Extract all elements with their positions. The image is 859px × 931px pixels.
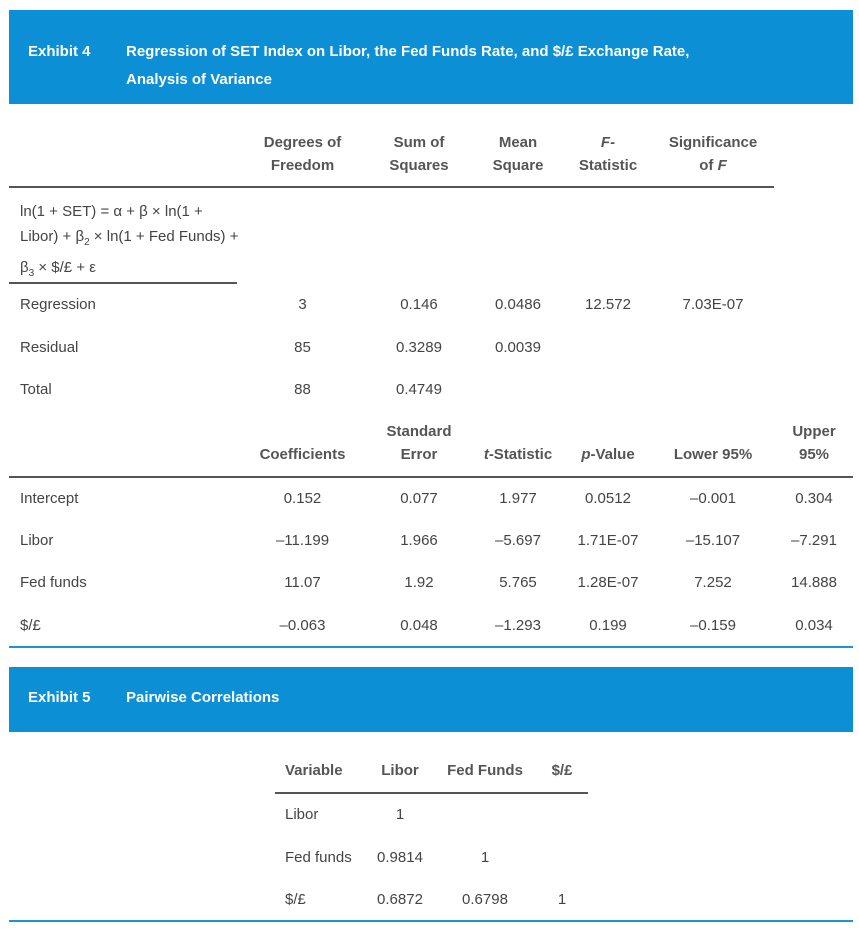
exhibit4-label: Exhibit 4	[28, 43, 91, 60]
anova-header-rule	[9, 186, 774, 188]
regression-equation: ln(1 + SET) = α + β × ln(1 + Libor) + $\beta_2 \times \ln(1$ + Fed Funds) + $\beta_3$ × $/£ + ε	[20, 203, 239, 279]
exhibit4-banner	[9, 10, 853, 104]
coef-header-se: Standard Error	[386, 423, 452, 463]
coef-header-t: t-Statistic	[483, 446, 553, 463]
coef-header-upper: Upper 95%	[792, 423, 836, 463]
coef-header-rule	[9, 476, 853, 478]
exhibit5-label: Exhibit 5	[28, 689, 91, 706]
correlation-header-rule	[275, 792, 588, 794]
anova-header-ms: Mean Square	[492, 134, 544, 174]
exhibit4-title-line2: Analysis of Variance	[126, 71, 272, 88]
coef-header-p: p-Value	[581, 446, 635, 463]
anova-header-df: Degrees of Freedom	[263, 134, 342, 174]
exhibit5-banner	[9, 667, 853, 732]
coef-header-coef: Coefficients	[259, 446, 346, 463]
equation-rule	[9, 282, 237, 284]
anova-header-f: F- Statistic	[578, 134, 638, 174]
exhibit4-bottom-rule	[9, 646, 853, 648]
coef-header-lower: Lower 95%	[673, 446, 753, 463]
anova-header-sig: Significance of F	[668, 134, 758, 174]
exhibit5-title: Pairwise Correlations	[126, 689, 280, 706]
anova-header-ss: Sum of Squares	[389, 134, 449, 174]
exhibit5-bottom-rule	[9, 920, 853, 922]
exhibit4-title	[126, 38, 689, 94]
exhibit4-title-line1: Regression of SET Index on Libor, the Fed Funds Rate, and $/£ Exchange Rate,	[126, 43, 690, 60]
